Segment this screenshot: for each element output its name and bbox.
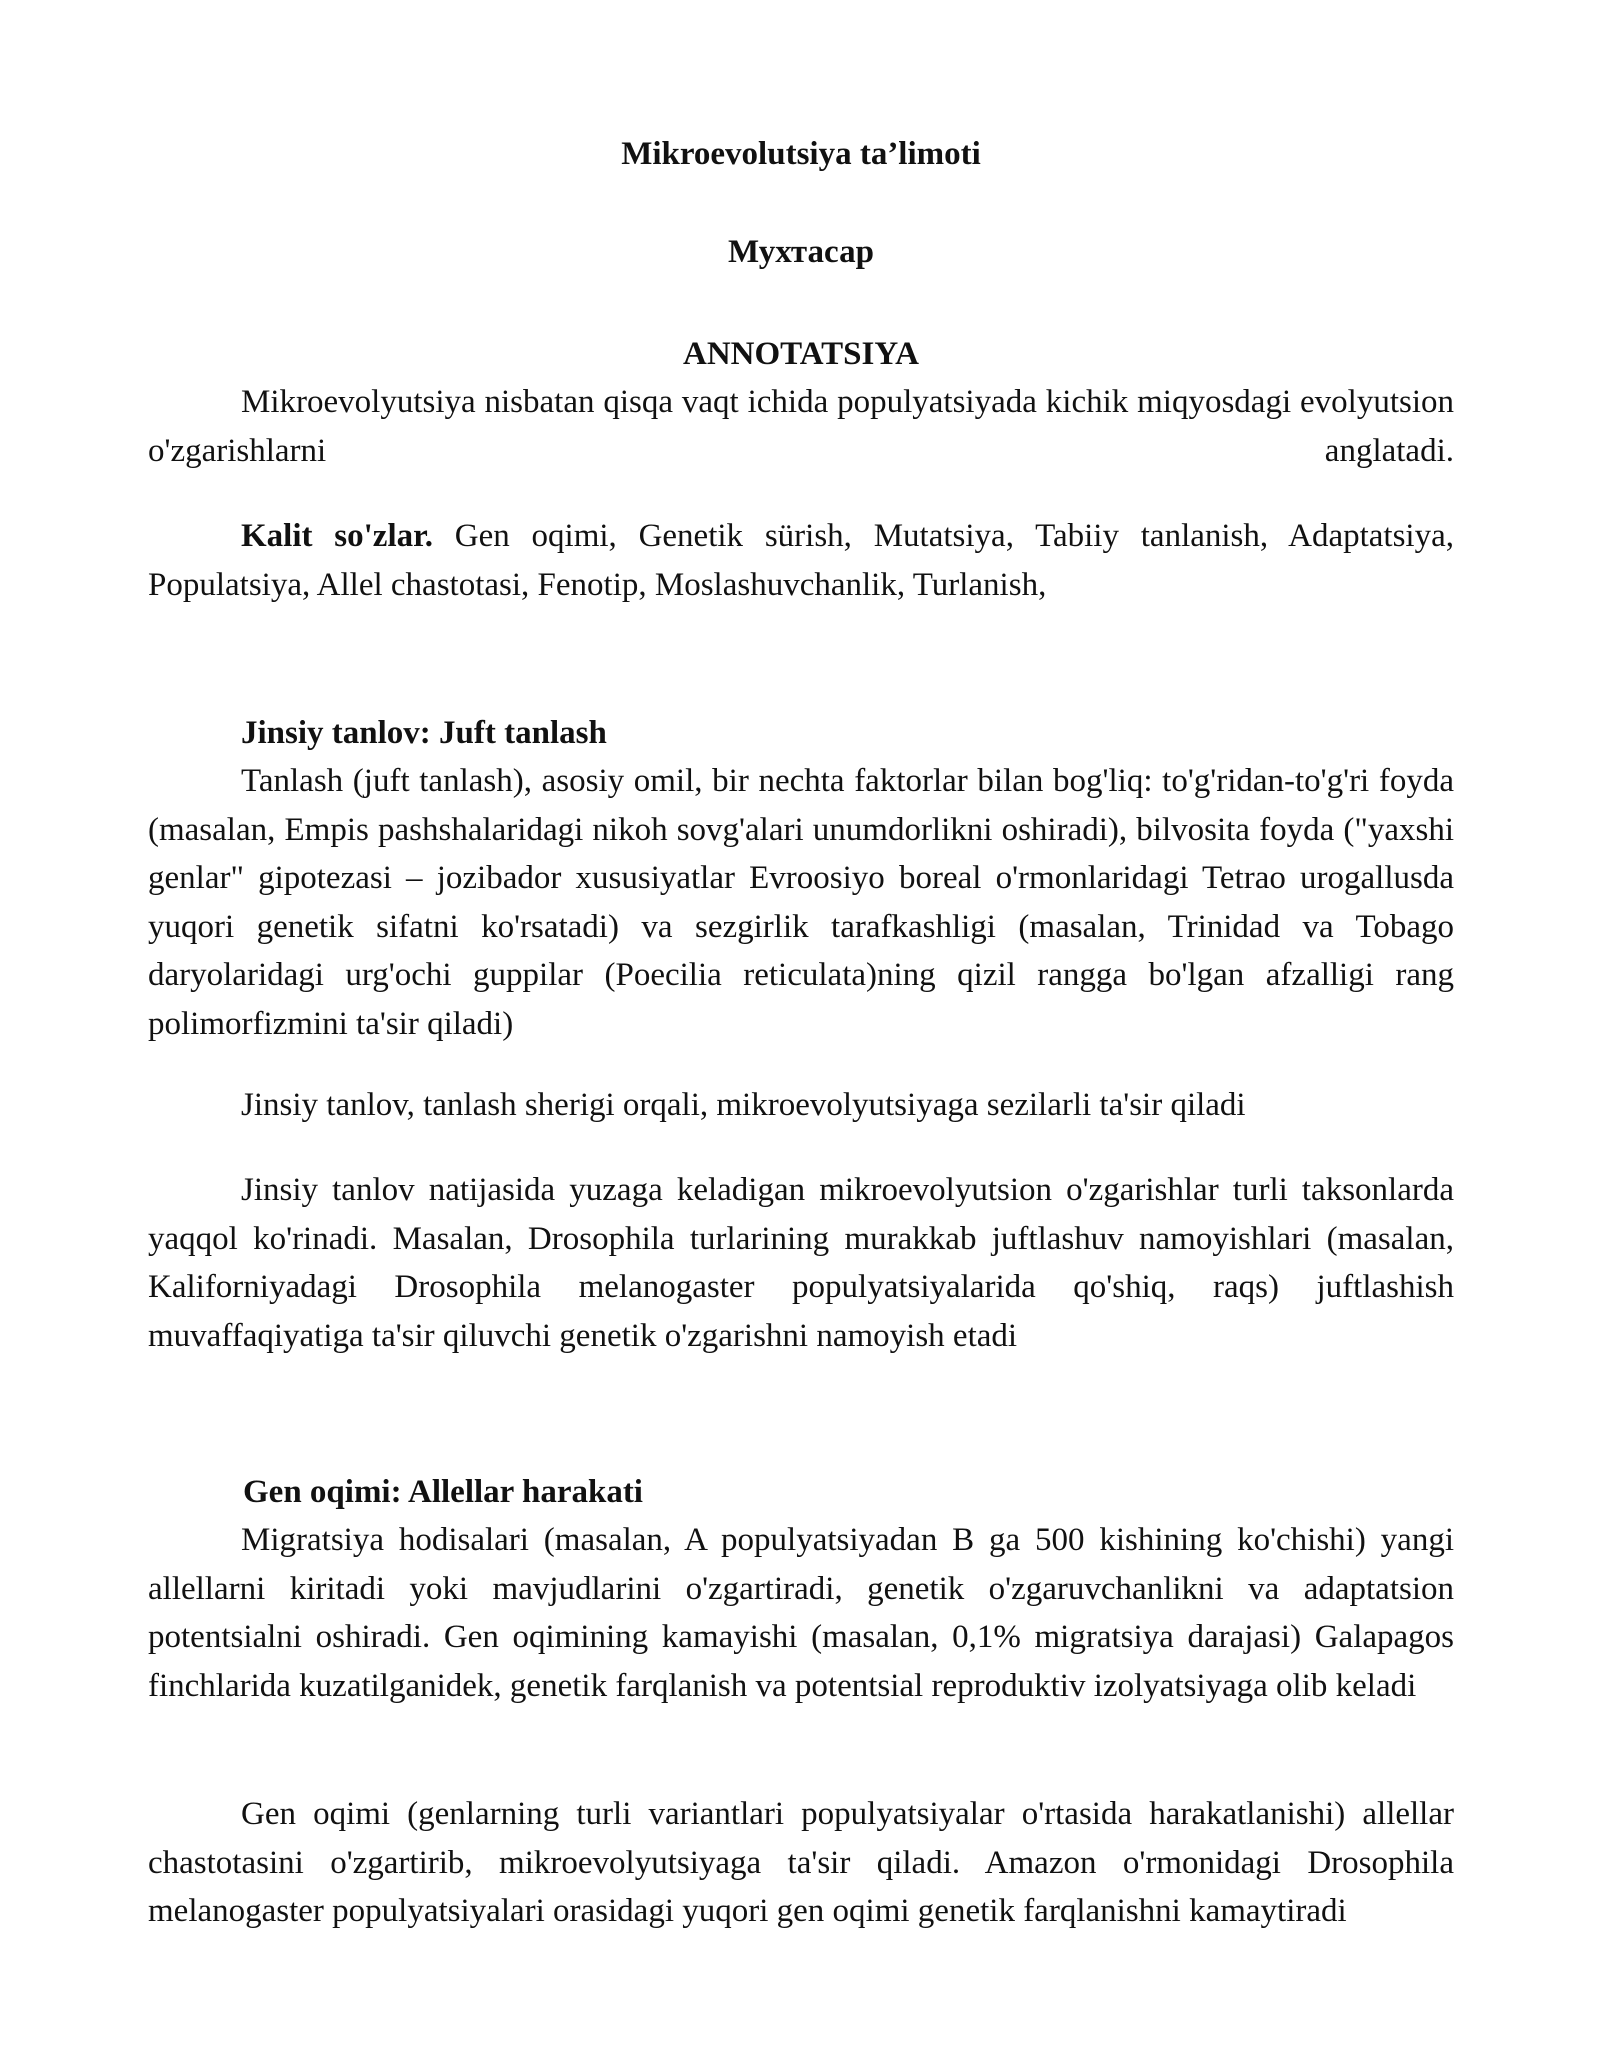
section2-paragraph-2: Gen oqimi (genlarning turli variantlari populyatsiyalar o'rtasida harakatlanishi) allellar chastotasini o'zgartirib, mikroevolyutsiyaga ta'sir qiladi. Amazon o'rmonidagi Drosophila melanogaster populyatsiyalari orasidagi yuqori gen oqimi genetik farqlanishni kamaytiradi — [148, 1796, 1454, 1929]
section1-paragraph-1: Tanlash (juft tanlash), asosiy omil, bir nechta faktorlar bilan bog'liq: to'g'ridan-to'g'ri foyda (masalan, Empis pashshalaridagi nikoh sovg'alari unumdorlikni oshiradi), bilvosita foyda ("yaxshi genlar" gipotezasi – jozibador xususiyatlar Evroosiyo boreal o'rmonlaridagi Tetrao urogallusda yuqori genetik sifatni ko'rsatadi) va sezgirlik tarafkashligi (masalan, Trinidad va Tobago daryolaridagi urg'ochi guppilar (Poecilia reticulata)ning qizil rangga bo'lgan afzalligi rang polimorfizmini ta'sir qiladi) — [148, 763, 1454, 1042]
keywords-label: Kalit so'zlar. — [241, 518, 433, 554]
section1-paragraph-2: Jinsiy tanlov, tanlash sherigi orqali, mikroevolyutsiyaga sezilarli ta'sir qiladi — [241, 1087, 1246, 1123]
keywords-list: Gen oqimi, Genetik sürish, Mutatsiya, Tabiiy tanlanish, Adaptatsiya, Populatsiya, Allel chastotasi, Fenotip, Moslashuvchanlik, Turlanish, — [148, 518, 1454, 603]
section1-paragraph-3: Jinsiy tanlov natijasida yuzaga keladigan mikroevolyutsion o'zgarishlar turli taksonlarda yaqqol ko'rinadi. Masalan, Drosophila turlarining murakkab juftlashuv namoyishlari (masalan, Kaliforniyadagi Drosophila melanogaster populyatsiyalarida qo'shiq, raqs) juftlashish muvaffaqiyatiga ta'sir qiluvchi genetik o'zgarishni namoyish etadi — [148, 1172, 1454, 1354]
section2-paragraph-1: Migratsiya hodisalari (masalan, A populyatsiyadan B ga 500 kishining ko'chishi) yangi allellarni kiritadi yoki mavjudlarini o'zgartiradi, genetik o'zgaruvchanlikni va adaptatsion potentsialni oshiradi. Gen oqimining kamayishi (masalan, 0,1% migratsiya darajasi) Galapagos finchlarida kuzatilganidek, genetik farqlanish va potentsial reproduktiv izolyatsiyaga olib keladi — [148, 1522, 1454, 1704]
annotation-paragraph: Mikroevolyutsiya nisbatan qisqa vaqt ichida populyatsiyada kichik miqyosdagi evolyutsion o'zgarishlarni anglatadi. — [148, 384, 1454, 469]
annotation-heading: ANNOTATSIYA — [683, 336, 919, 372]
keywords-paragraph — [148, 512, 1454, 609]
section-heading-sexual-selection: Jinsiy tanlov: Juft tanlash — [241, 715, 607, 751]
document-subtitle: Мухтасар — [728, 234, 874, 270]
section-heading-gene-flow: Gen oqimi: Allellar harakati — [243, 1474, 643, 1510]
document-title: Mikroevolutsiya ta’limoti — [621, 136, 981, 172]
